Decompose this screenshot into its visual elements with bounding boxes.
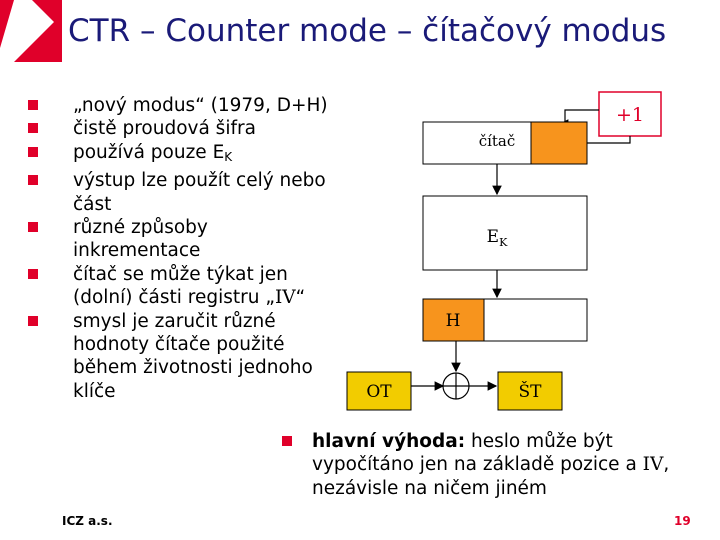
bullet-item: čistě proudová šifra [28, 117, 328, 140]
increment-label: +1 [615, 104, 645, 126]
cipher-box [423, 196, 587, 270]
slide-title: CTR – Counter mode – čítačový modus [68, 13, 667, 49]
advantage-label: hlavní výhoda: [312, 431, 466, 452]
bullet-item: čítač se může týkat jen (dolní) části registru „IV“ [28, 263, 328, 310]
st-label: ŠT [518, 382, 542, 402]
bullet-item: různé způsoby inkrementace [28, 216, 328, 263]
cipher-label: $E_K$ [486, 227, 508, 249]
counter-label: čítač [478, 132, 516, 150]
footer-company: ICZ a.s. [62, 514, 113, 528]
bullet-item: smysl je zaručit různé hodnoty čítače použité během životnosti jednoho klíče [28, 310, 328, 404]
bullet-item: používá pouze $E_K$ [28, 141, 328, 169]
page-number: 19 [674, 514, 691, 528]
bullet-item: výstup lze použít celý nebo část [28, 169, 328, 216]
ot-label: OT [366, 382, 392, 402]
h-label: H [445, 311, 461, 331]
counter-part [531, 122, 587, 164]
bullet-item: „nový modus“ (1979, D+H) [28, 94, 328, 117]
counter-to-increment-line [587, 136, 630, 143]
